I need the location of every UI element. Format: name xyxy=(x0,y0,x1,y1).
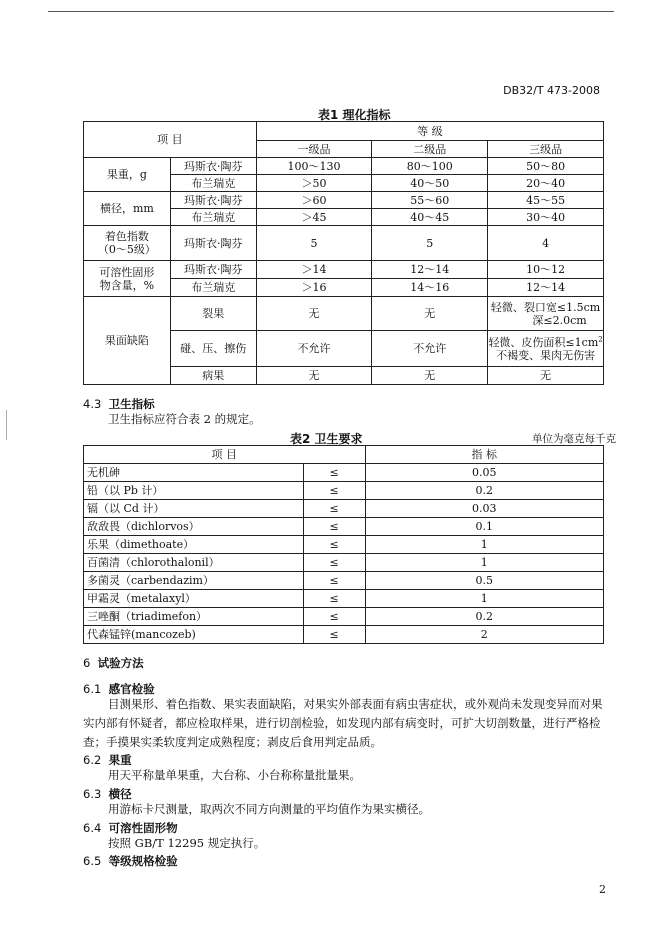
row-diameter-label: 横径，mm xyxy=(84,192,171,226)
cell: ＞50 xyxy=(256,175,372,192)
cell: 无 xyxy=(488,367,604,385)
cell: 45～55 xyxy=(488,192,604,209)
table-row xyxy=(84,572,604,590)
row-color-label-line1: 着色指数 xyxy=(104,230,149,243)
limit-value: 1 xyxy=(365,554,603,572)
limit-value: 0.03 xyxy=(365,500,603,518)
cell: 无 xyxy=(372,367,488,385)
section-4-3-text: 卫生指标应符合表 2 的规定。 xyxy=(108,412,261,426)
cell: 50～80 xyxy=(488,158,604,175)
limit-operator: ≤ xyxy=(303,554,365,572)
cell: ＞14 xyxy=(256,261,372,279)
limit-value: 1 xyxy=(365,590,603,608)
scan-margin-mark xyxy=(6,410,8,440)
header-item: 项 目 xyxy=(84,122,257,158)
limit-value: 0.2 xyxy=(365,482,603,500)
table2-caption: 表2 卫生要求 xyxy=(290,432,363,446)
limit-value: 0.2 xyxy=(365,608,603,626)
cell: 40～50 xyxy=(372,175,488,192)
section-6-2-text: 用天平称量单果重，大台称、小台称称量批量果。 xyxy=(108,768,361,782)
limit-value: 1 xyxy=(365,536,603,554)
cell: 10～12 xyxy=(488,261,604,279)
limit-operator: ≤ xyxy=(303,536,365,554)
section-title: 横径 xyxy=(108,787,132,801)
cell-bruise-grade3 xyxy=(488,331,604,367)
variety-label: 布兰瑞克 xyxy=(170,279,256,297)
section-6-4-text: 按照 GB/T 12295 规定执行。 xyxy=(108,836,266,850)
header-index: 指 标 xyxy=(365,446,603,464)
row-solids-label xyxy=(84,261,171,297)
section-6-1-line1: 目测果形、着色指数、果实表面缺陷，对果实外部表面有病虫害症状，或外观尚未发现变异而对果 xyxy=(108,697,603,711)
limit-operator: ≤ xyxy=(303,518,365,536)
header-grade: 等 级 xyxy=(256,122,603,141)
header-rule xyxy=(48,11,614,12)
cell: 不允许 xyxy=(256,331,372,367)
page-number: 2 xyxy=(599,883,606,896)
cell: 80～100 xyxy=(372,158,488,175)
crack-grade3-line2: 深≤2.0cm xyxy=(532,313,587,327)
cell: 30～40 xyxy=(488,209,604,226)
section-title: 可溶性固形物 xyxy=(108,821,178,835)
table-row xyxy=(84,464,604,482)
cell: 5 xyxy=(372,226,488,261)
table-row xyxy=(84,518,604,536)
variety-label: 布兰瑞克 xyxy=(170,175,256,192)
superscript-2: 2 xyxy=(598,334,603,343)
cell: ＞60 xyxy=(256,192,372,209)
section-number: 6.3 xyxy=(83,787,102,801)
section-title: 果重 xyxy=(108,753,132,767)
defect-bruise-label: 碰、压、擦伤 xyxy=(170,331,256,367)
cell: 无 xyxy=(372,297,488,331)
section-number: 4.3 xyxy=(83,397,102,411)
cell: 12～14 xyxy=(488,279,604,297)
contaminant-name: 代森锰锌(mancozeb) xyxy=(84,626,304,644)
cell: 55～60 xyxy=(372,192,488,209)
cell: 无 xyxy=(256,367,372,385)
contaminant-name: 乐果（dimethoate） xyxy=(84,536,304,554)
section-6-1-line3: 查；手摸果实柔软度判定成熟程度；剥皮后食用判定品质。 xyxy=(83,735,382,749)
cell: 5 xyxy=(256,226,372,261)
row-defects-label: 果面缺陷 xyxy=(84,297,171,385)
table-row xyxy=(84,482,604,500)
section-6-5-heading xyxy=(83,853,178,869)
cell: ＞45 xyxy=(256,209,372,226)
grade-2: 二级品 xyxy=(372,141,488,158)
contaminant-name: 百菌清（chlorothalonil） xyxy=(84,554,304,572)
section-6-1-line2: 实内部有怀疑者，都应检取样果，进行切剖检验，如发现内部有病变时，可扩大切剖数量，进行严格检 xyxy=(83,716,601,730)
table-row xyxy=(84,626,604,644)
cell: 不允许 xyxy=(372,331,488,367)
section-title: 试验方法 xyxy=(97,656,144,670)
section-number: 6.1 xyxy=(83,682,102,696)
limit-operator: ≤ xyxy=(303,572,365,590)
contaminant-name: 无机砷 xyxy=(84,464,304,482)
physicochemical-table xyxy=(83,121,604,385)
document-code: DB32/T 473-2008 xyxy=(503,84,600,97)
table-row xyxy=(84,500,604,518)
bruise-grade3-line1: 轻微、皮伤面积≤1cm xyxy=(488,335,599,349)
table2-unit: 单位为毫克每千克 xyxy=(532,433,616,445)
variety-label: 玛斯衣·陶芬 xyxy=(170,261,256,279)
cell: 40～45 xyxy=(372,209,488,226)
limit-operator: ≤ xyxy=(303,482,365,500)
table-row xyxy=(84,590,604,608)
contaminant-name: 铅（以 Pb 计） xyxy=(84,482,304,500)
contaminant-name: 镉（以 Cd 计） xyxy=(84,500,304,518)
variety-label: 玛斯衣·陶芬 xyxy=(170,226,256,261)
cell-crack-grade3 xyxy=(488,297,604,331)
limit-operator: ≤ xyxy=(303,464,365,482)
grade-1: 一级品 xyxy=(256,141,372,158)
row-color-label xyxy=(84,226,171,261)
cell: 12～14 xyxy=(372,261,488,279)
table-row xyxy=(84,554,604,572)
cell: 100～130 xyxy=(256,158,372,175)
section-title: 感官检验 xyxy=(108,682,155,696)
contaminant-name: 敌敌畏（dichlorvos） xyxy=(84,518,304,536)
section-number: 6.4 xyxy=(83,821,102,835)
crack-grade3-line1: 轻微、裂口宽≤1.5cm xyxy=(490,300,601,314)
row-solids-label-line2: 物含量，% xyxy=(99,278,155,292)
table-row xyxy=(84,608,604,626)
contaminant-name: 多菌灵（carbendazim） xyxy=(84,572,304,590)
cell: 20～40 xyxy=(488,175,604,192)
hygiene-rows xyxy=(84,464,604,644)
header-item: 项 目 xyxy=(84,446,366,464)
bruise-grade3-line2: 不褐变、果肉无伤害 xyxy=(496,348,596,362)
defect-disease-label: 病果 xyxy=(170,367,256,385)
cell: 14～16 xyxy=(372,279,488,297)
hygiene-table xyxy=(83,445,604,644)
grade-3: 三级品 xyxy=(488,141,604,158)
limit-value: 2 xyxy=(365,626,603,644)
section-title: 卫生指标 xyxy=(108,397,155,411)
limit-operator: ≤ xyxy=(303,626,365,644)
section-6-3-text: 用游标卡尺测量，取两次不同方向测量的平均值作为果实横径。 xyxy=(108,802,430,816)
limit-value: 0.05 xyxy=(365,464,603,482)
row-solids-label-line1: 可溶性固形 xyxy=(99,265,155,279)
table1-caption: 表1 理化指标 xyxy=(318,108,391,122)
section-title: 等级规格检验 xyxy=(108,854,178,868)
cell: 4 xyxy=(488,226,604,261)
section-number: 6 xyxy=(83,656,91,670)
section-6-heading xyxy=(83,655,144,671)
limit-operator: ≤ xyxy=(303,500,365,518)
contaminant-name: 三唑酮（triadimefon） xyxy=(84,608,304,626)
limit-operator: ≤ xyxy=(303,590,365,608)
section-number: 6.5 xyxy=(83,854,102,868)
row-weight-label: 果重，g xyxy=(84,158,171,192)
limit-value: 0.1 xyxy=(365,518,603,536)
limit-value: 0.5 xyxy=(365,572,603,590)
section-number: 6.2 xyxy=(83,753,102,767)
cell: ＞16 xyxy=(256,279,372,297)
contaminant-name: 甲霜灵（metalaxyl） xyxy=(84,590,304,608)
variety-label: 布兰瑞克 xyxy=(170,209,256,226)
limit-operator: ≤ xyxy=(303,608,365,626)
table-row xyxy=(84,536,604,554)
variety-label: 玛斯衣·陶芬 xyxy=(170,158,256,175)
row-color-label-line2: （0～5级） xyxy=(97,243,156,256)
variety-label: 玛斯衣·陶芬 xyxy=(170,192,256,209)
defect-crack-label: 裂果 xyxy=(170,297,256,331)
cell: 无 xyxy=(256,297,372,331)
